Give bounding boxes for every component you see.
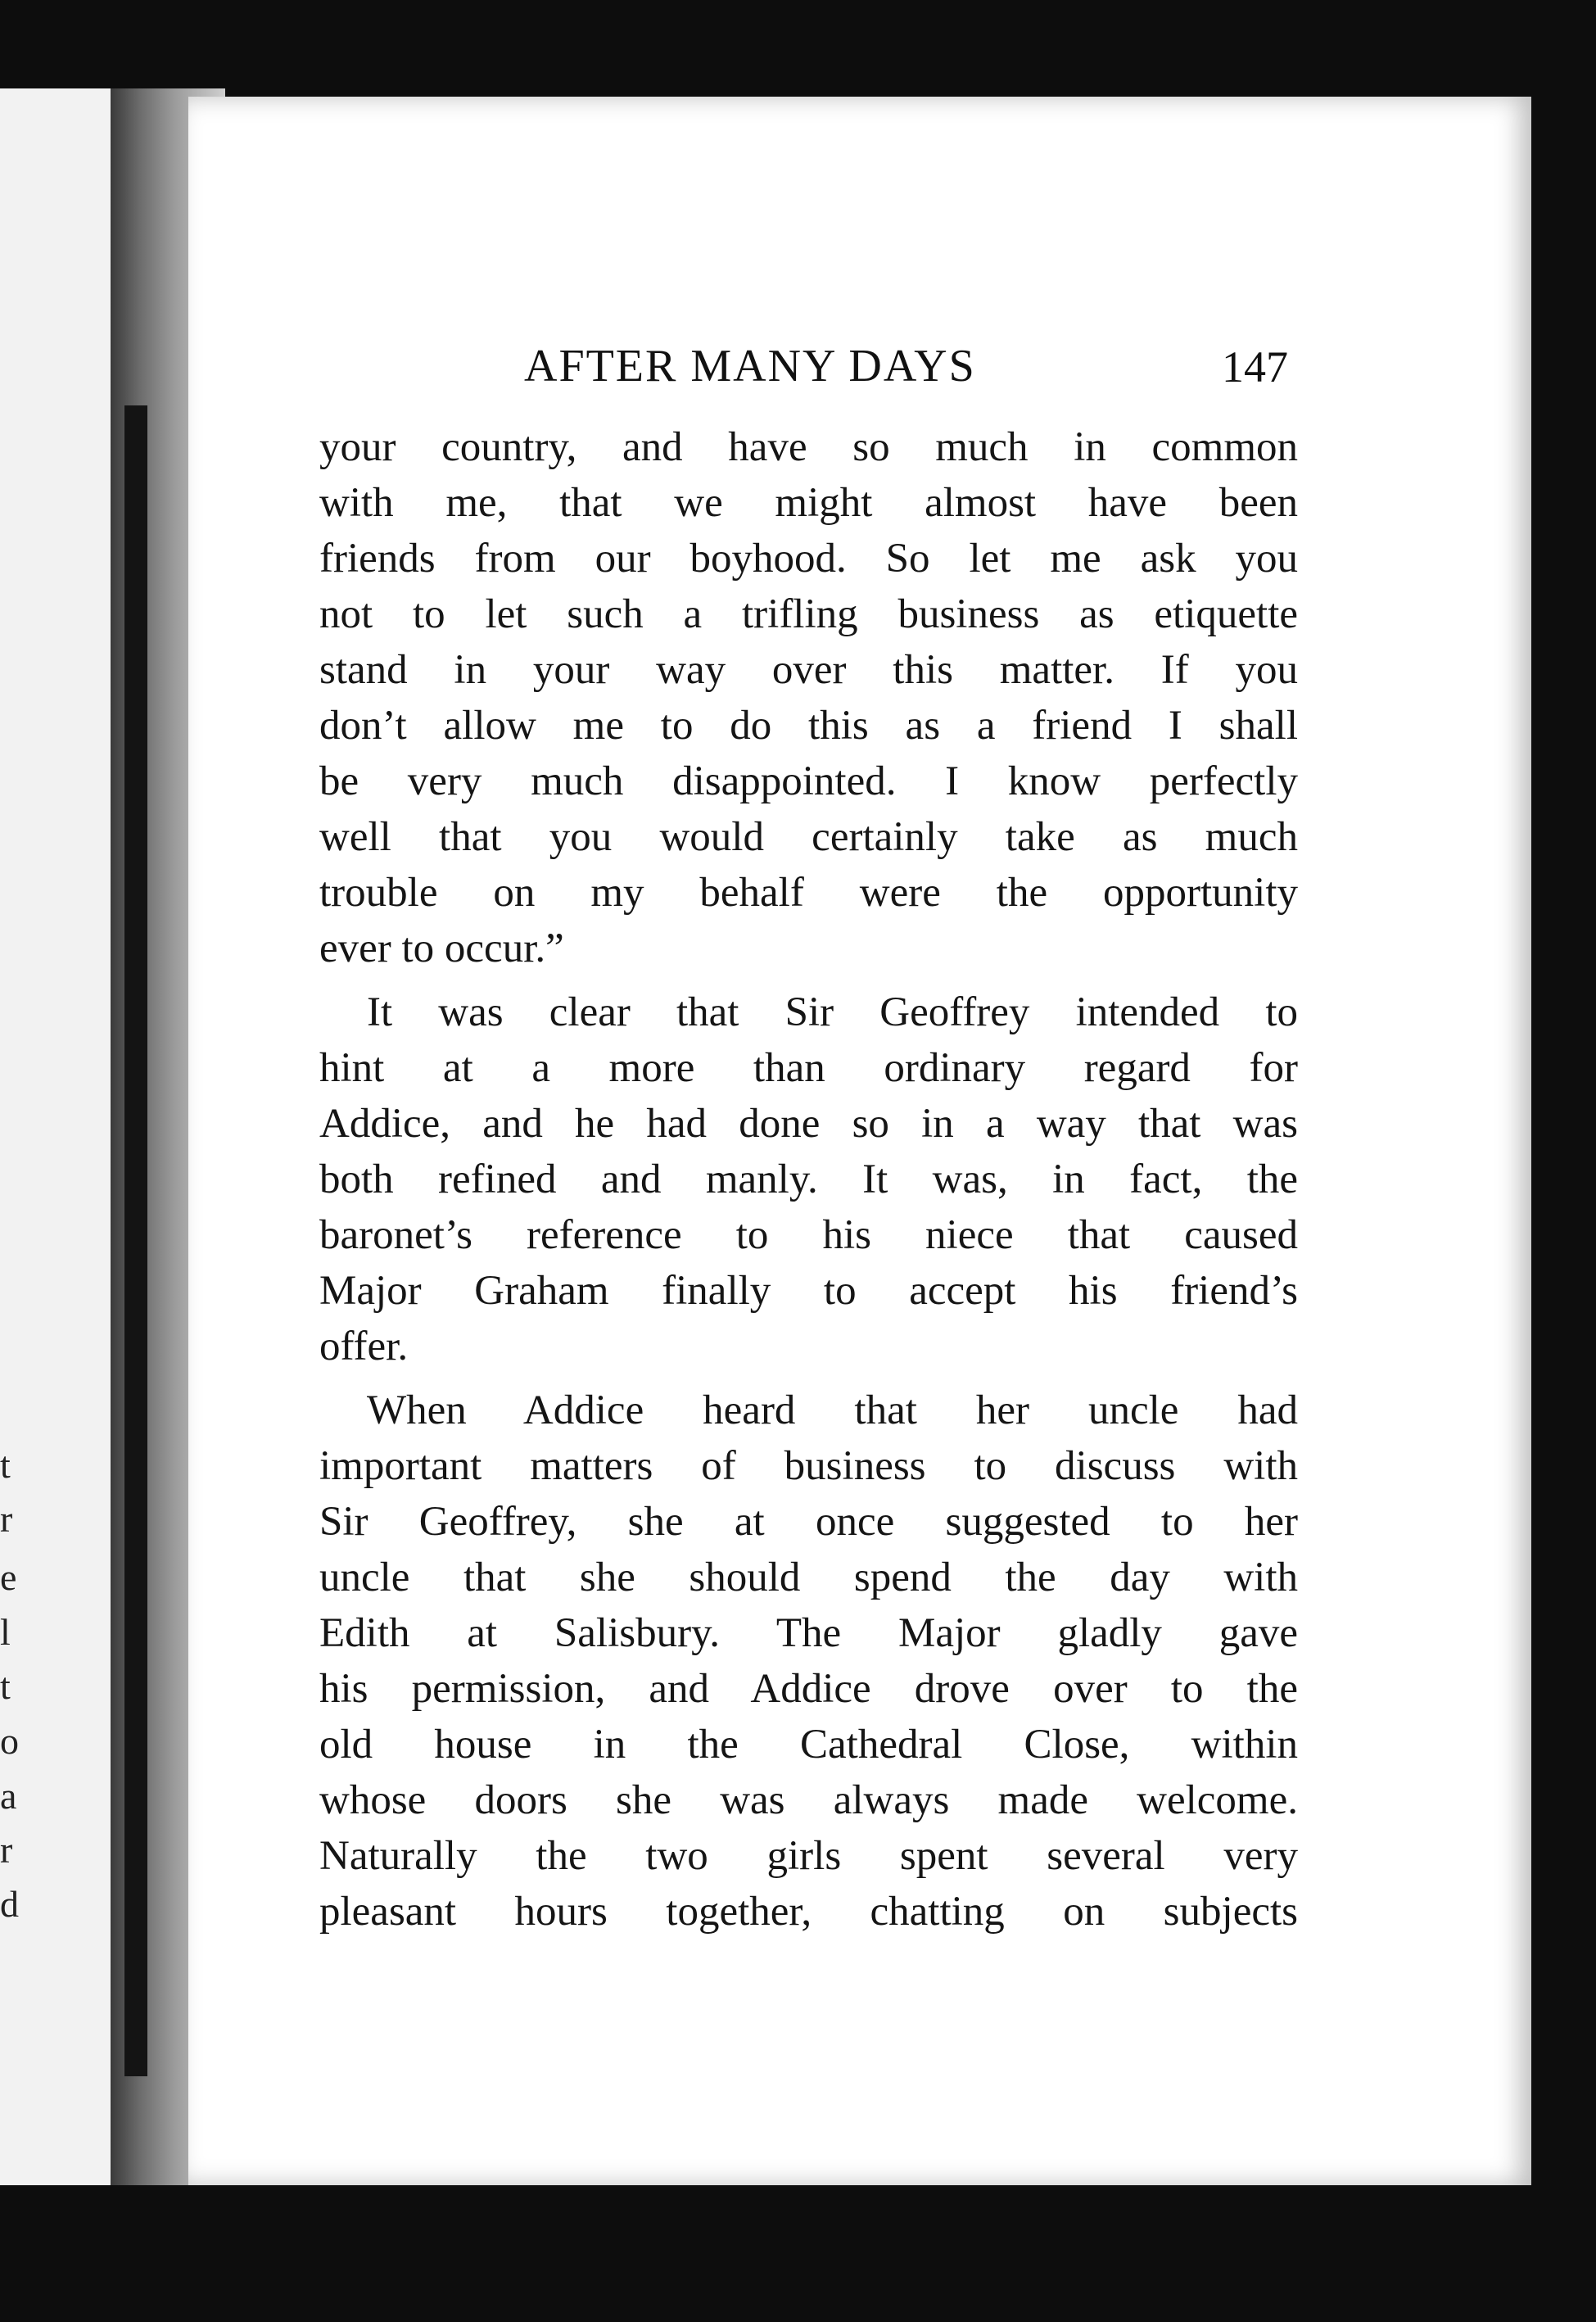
text-line: both refined and manly. It was, in fact, the [319, 1156, 1298, 1202]
facing-page-letter: r [0, 1829, 13, 1871]
text-line: your country, and have so much in common [319, 424, 1298, 470]
page-number: 147 [1222, 342, 1288, 392]
paragraph [319, 419, 1298, 976]
facing-page-letter: a [0, 1775, 17, 1817]
text-line: Edith at Salisbury. The Major gladly gave [319, 1610, 1298, 1656]
text-line: old house in the Cathedral Close, within [319, 1722, 1298, 1768]
facing-page-letter: r [0, 1498, 13, 1540]
text-line: whose doors she was always made welcome. [319, 1777, 1298, 1823]
facing-page-letter: l [0, 1611, 11, 1653]
text-line: offer. [319, 1324, 409, 1369]
facing-page-letter: t [0, 1444, 11, 1486]
text-line: baronet’s reference to his niece that caused [319, 1212, 1298, 1258]
facing-page-letter: o [0, 1720, 19, 1762]
text-line: be very much disappointed. I know perfectly [319, 758, 1298, 804]
text-line: important matters of business to discuss with [319, 1443, 1298, 1489]
running-title: AFTER MANY DAYS [524, 341, 976, 392]
text-line: ever to occur.” [319, 926, 564, 971]
page-body-text [319, 419, 1298, 1940]
text-line: hint at a more than ordinary regard for [319, 1045, 1298, 1091]
text-line: don’t allow me to do this as a friend I shall [319, 703, 1298, 749]
text-line: well that you would certainly take as much [319, 814, 1298, 860]
text-line: When Addice heard that her uncle had [367, 1387, 1298, 1433]
paragraph [319, 1383, 1298, 1940]
gutter-dark-band [124, 405, 147, 2076]
text-line: friends from our boyhood. So let me ask you [319, 536, 1298, 582]
text-line: stand in your way over this matter. If you [319, 647, 1298, 693]
text-line: uncle that she should spend the day with [319, 1555, 1298, 1600]
facing-page-letter: t [0, 1665, 11, 1707]
facing-page-letter: d [0, 1883, 19, 1925]
text-line: It was clear that Sir Geoffrey intended to [367, 989, 1298, 1035]
facing-page-letter: e [0, 1556, 17, 1598]
text-line: Addice, and he had done so in a way that was [319, 1101, 1298, 1147]
text-line: not to let such a trifling business as etiquette [319, 591, 1298, 637]
text-line: Sir Geoffrey, she at once suggested to her [319, 1499, 1298, 1545]
text-line: his permission, and Addice drove over to the [319, 1666, 1298, 1712]
paragraph [319, 984, 1298, 1374]
text-line: with me, that we might almost have been [319, 480, 1298, 526]
text-line: trouble on my behalf were the opportunity [319, 870, 1298, 916]
page-header [524, 340, 1302, 397]
text-line: pleasant hours together, chatting on subjects [319, 1889, 1298, 1935]
text-line: Major Graham finally to accept his friend’s [319, 1268, 1298, 1314]
text-line: Naturally the two girls spent several very [319, 1833, 1298, 1879]
